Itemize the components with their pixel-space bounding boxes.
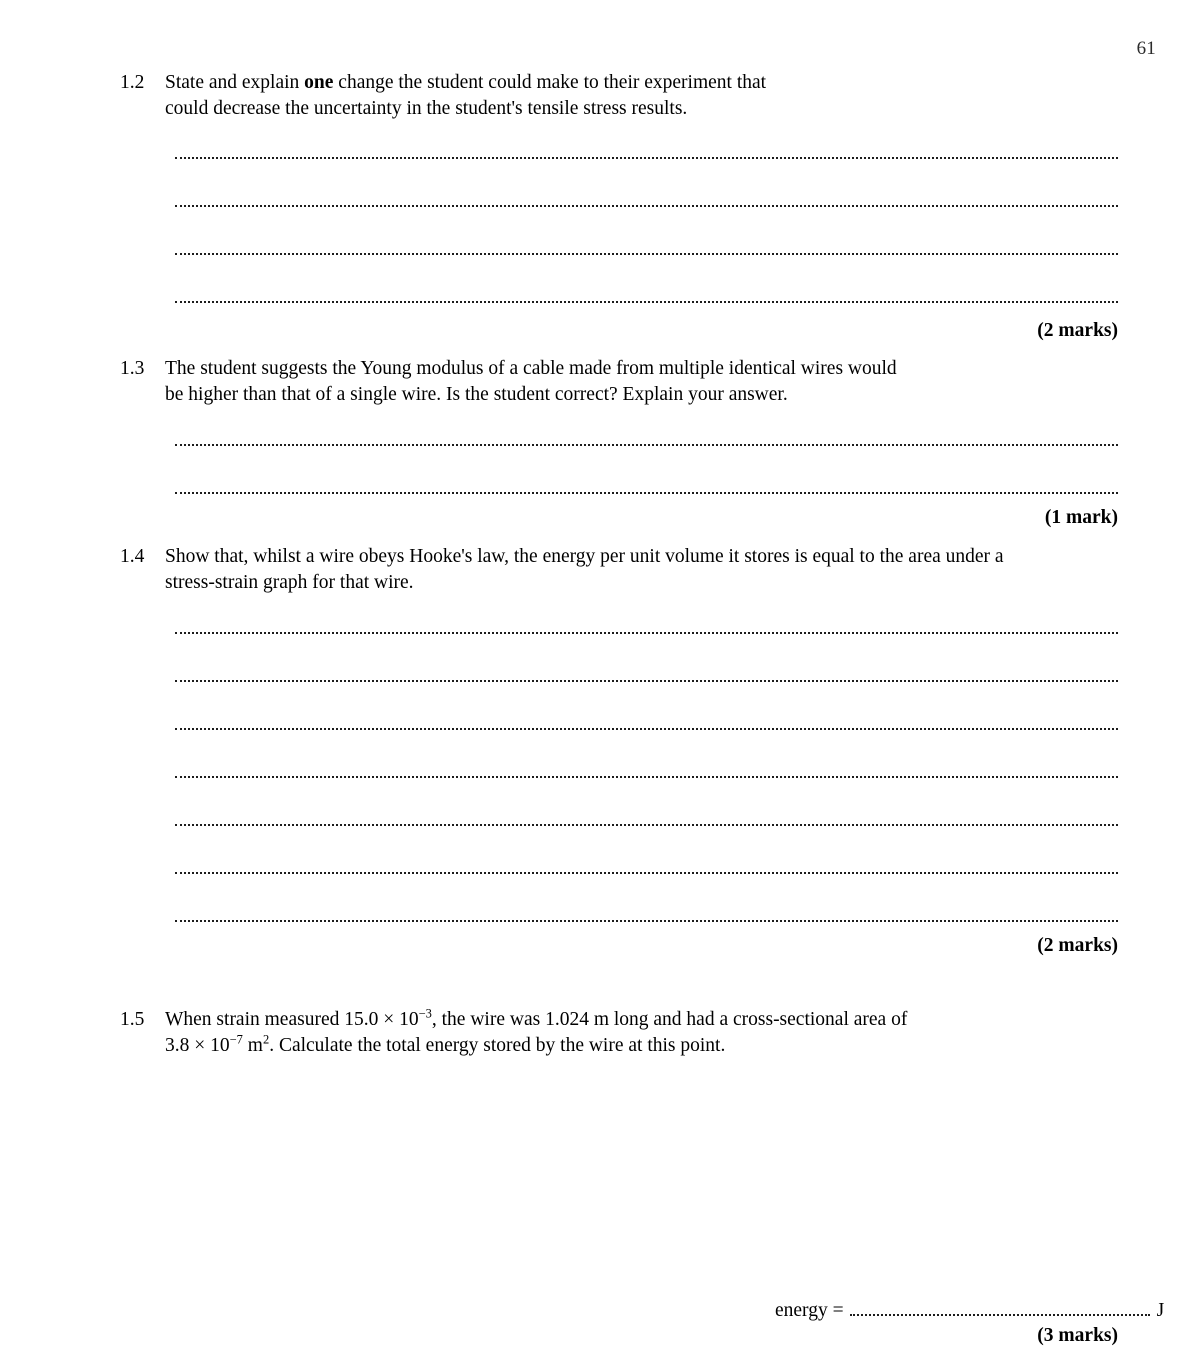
- marks-1-4: (2 marks): [1037, 935, 1118, 956]
- question-1-4-text-line1: Show that, whilst a wire obeys Hooke's law, the energy per unit volume it stores is equal to the area under a: [165, 546, 1004, 567]
- answer-lines-1-3[interactable]: [175, 432, 1118, 528]
- marks-1-3: (1 mark): [1044, 507, 1118, 528]
- question-1-5-unit: m: [242, 1035, 263, 1056]
- answer-line[interactable]: [175, 193, 1118, 241]
- answer-line[interactable]: [175, 289, 1118, 337]
- question-1-5-exponent-1: −3: [418, 1006, 432, 1021]
- question-1-3-row: [120, 356, 1130, 408]
- question-1-3: [120, 356, 1130, 408]
- answer-line[interactable]: [175, 812, 1118, 860]
- question-1-4-number: 1.4: [120, 546, 145, 567]
- question-1-5-text-a: When strain measured 15.0 × 10: [165, 1009, 419, 1030]
- question-1-2-number: 1.2: [120, 72, 145, 93]
- answer-line[interactable]: [175, 432, 1118, 480]
- answer-line[interactable]: [175, 620, 1118, 668]
- answer-lines-1-2[interactable]: [175, 145, 1118, 337]
- energy-answer-entry[interactable]: [775, 1300, 1164, 1322]
- energy-answer-unit: J: [1156, 1300, 1165, 1321]
- page-number: 61: [1136, 38, 1156, 59]
- answer-line[interactable]: [175, 241, 1118, 289]
- answer-line[interactable]: [175, 716, 1118, 764]
- question-1-3-text-line1: The student suggests the Young modulus of a cable made from multiple identical wires would: [165, 358, 897, 379]
- question-1-5-unit-exponent: 2: [262, 1032, 270, 1047]
- marks-1-5: (3 marks): [1037, 1325, 1118, 1346]
- question-1-4-row: [120, 544, 1140, 596]
- question-1-4-text: [165, 544, 1140, 596]
- question-1-3-number: 1.3: [120, 358, 145, 379]
- question-1-4: [120, 544, 1140, 596]
- question-1-5-text-b: , the wire was 1.024 m long and had a cross-sectional area of: [431, 1009, 908, 1030]
- question-1-5-number: 1.5: [120, 1009, 145, 1030]
- answer-line[interactable]: [175, 668, 1118, 716]
- question-1-2-row: [120, 70, 1130, 122]
- question-1-2-emphasis: one: [304, 72, 334, 93]
- question-1-3-text: [165, 356, 1130, 408]
- question-1-5-text-d: . Calculate the total energy stored by the wire at this point.: [269, 1035, 726, 1056]
- marks-1-2: (2 marks): [1037, 320, 1118, 341]
- question-1-2-text-line2: could decrease the uncertainty in the student's tensile stress results.: [165, 98, 688, 119]
- question-1-2-text-a: State and explain: [165, 72, 305, 93]
- question-1-5-text-c: 3.8 × 10: [165, 1035, 230, 1056]
- answer-line[interactable]: [175, 145, 1118, 193]
- answer-line[interactable]: [175, 480, 1118, 528]
- answer-line[interactable]: [175, 860, 1118, 908]
- answer-line[interactable]: [175, 764, 1118, 812]
- energy-answer-field[interactable]: [850, 1301, 1150, 1316]
- energy-answer-label: energy =: [775, 1300, 844, 1321]
- question-1-5-row: [120, 1007, 1130, 1059]
- answer-line[interactable]: [175, 908, 1118, 956]
- answer-lines-1-4[interactable]: [175, 620, 1118, 956]
- question-1-5-exponent-2: −7: [229, 1032, 243, 1047]
- question-1-2-text: [165, 70, 1130, 122]
- question-1-3-text-line2: be higher than that of a single wire. Is the student correct? Explain your answer.: [165, 384, 788, 405]
- question-1-2: [120, 70, 1130, 122]
- question-1-5: [120, 1007, 1130, 1059]
- question-1-4-text-line2: stress-strain graph for that wire.: [165, 572, 414, 593]
- question-1-5-text: [165, 1007, 1130, 1059]
- question-1-2-text-b: change the student could make to their experiment that: [333, 72, 767, 93]
